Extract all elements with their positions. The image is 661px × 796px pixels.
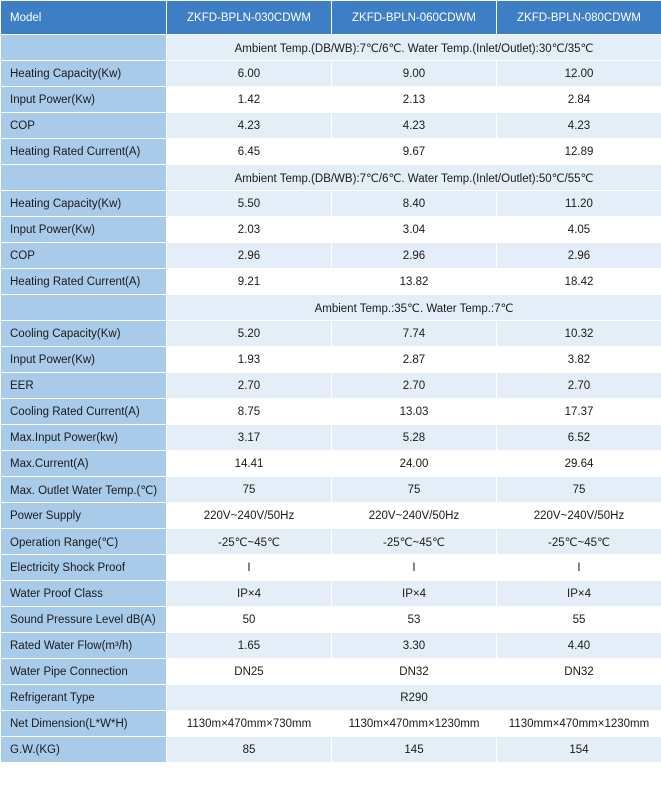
table-row [1, 451, 661, 477]
row-value: -25℃~45℃ [167, 529, 332, 555]
row-value: 1.42 [167, 87, 332, 113]
row-value: -25℃~45℃ [497, 529, 661, 555]
row-label: COP [1, 113, 167, 139]
row-value: 18.42 [497, 269, 661, 295]
row-value: 4.23 [332, 113, 497, 139]
condition-spacer [1, 35, 167, 61]
row-value: 5.28 [332, 425, 497, 451]
row-value: 3.82 [497, 347, 661, 373]
row-label: Max.Current(A) [1, 451, 167, 477]
table-row [1, 399, 661, 425]
test-condition: Ambient Temp.(DB/WB):7℃/6℃. Water Temp.(Inlet/Outlet):30℃/35℃ [167, 35, 661, 61]
row-value: 9.00 [332, 61, 497, 87]
row-value: 2.96 [497, 243, 661, 269]
row-value: 2.87 [332, 347, 497, 373]
table-row [1, 555, 661, 581]
table-row [1, 607, 661, 633]
model-header: Model [1, 1, 167, 35]
model-column-header: ZKFD-BPLN-080CDWM [497, 1, 661, 35]
row-value: 1130m×470mm×1230mm [332, 711, 497, 737]
table-row [1, 477, 661, 503]
row-value: DN25 [167, 659, 332, 685]
row-value: 75 [497, 477, 661, 503]
row-label: Heating Capacity(Kw) [1, 191, 167, 217]
row-value: 2.70 [332, 373, 497, 399]
row-label: Heating Rated Current(A) [1, 139, 167, 165]
row-value: 85 [167, 737, 332, 763]
row-value: 5.20 [167, 321, 332, 347]
row-label: Heating Rated Current(A) [1, 269, 167, 295]
row-label: COP [1, 243, 167, 269]
row-value: 1130m×470mm×730mm [167, 711, 332, 737]
row-value: -25℃~45℃ [332, 529, 497, 555]
condition-row [1, 165, 661, 191]
condition-row [1, 35, 661, 61]
row-value: 2.70 [497, 373, 661, 399]
row-value: 2.96 [167, 243, 332, 269]
table-row [1, 217, 661, 243]
row-value: 4.05 [497, 217, 661, 243]
row-value: 6.45 [167, 139, 332, 165]
row-value: I [497, 555, 661, 581]
row-value: 4.23 [167, 113, 332, 139]
table-row [1, 425, 661, 451]
row-value: 220V~240V/50Hz [167, 503, 332, 529]
refrigerant-value: R290 [167, 685, 661, 711]
model-column-header: ZKFD-BPLN-030CDWM [167, 1, 332, 35]
row-value: 7.74 [332, 321, 497, 347]
header-row [1, 1, 661, 35]
table-row [1, 139, 661, 165]
row-value: 2.84 [497, 87, 661, 113]
row-label: Refrigerant Type [1, 685, 167, 711]
row-value: IP×4 [497, 581, 661, 607]
row-label: Input Power(Kw) [1, 87, 167, 113]
row-label: Max. Outlet Water Temp.(℃) [1, 477, 167, 503]
table-row [1, 113, 661, 139]
row-label: Sound Pressure Level dB(A) [1, 607, 167, 633]
row-value: 2.13 [332, 87, 497, 113]
table-row [1, 581, 661, 607]
row-value: I [167, 555, 332, 581]
table-row [1, 711, 661, 737]
row-value: 53 [332, 607, 497, 633]
row-value: 13.82 [332, 269, 497, 295]
row-value: 1.65 [167, 633, 332, 659]
row-value: 75 [167, 477, 332, 503]
row-value: 154 [497, 737, 661, 763]
row-value: 12.89 [497, 139, 661, 165]
row-label: Operation Range(℃) [1, 529, 167, 555]
table-row [1, 243, 661, 269]
row-label: Cooling Capacity(Kw) [1, 321, 167, 347]
row-value: 4.23 [497, 113, 661, 139]
row-label: Heating Capacity(Kw) [1, 61, 167, 87]
row-value: 50 [167, 607, 332, 633]
row-label: Cooling Rated Current(A) [1, 399, 167, 425]
condition-spacer [1, 165, 167, 191]
row-value: 29.64 [497, 451, 661, 477]
row-value: 4.40 [497, 633, 661, 659]
row-value: 13.03 [332, 399, 497, 425]
row-value: 3.30 [332, 633, 497, 659]
row-value: DN32 [497, 659, 661, 685]
row-value: 24.00 [332, 451, 497, 477]
row-value: 2.96 [332, 243, 497, 269]
table-row [1, 191, 661, 217]
row-value: 17.37 [497, 399, 661, 425]
row-value: 2.70 [167, 373, 332, 399]
row-value: I [332, 555, 497, 581]
row-value: 11.20 [497, 191, 661, 217]
table-row [1, 347, 661, 373]
row-value: 1130mm×470mm×1230mm [497, 711, 661, 737]
table-row [1, 529, 661, 555]
row-value: IP×4 [332, 581, 497, 607]
row-label: Water Proof Class [1, 581, 167, 607]
table-row [1, 633, 661, 659]
row-value: 6.52 [497, 425, 661, 451]
table-row [1, 373, 661, 399]
row-label: Input Power(Kw) [1, 217, 167, 243]
row-label: Max.Input Power(kw) [1, 425, 167, 451]
row-label: EER [1, 373, 167, 399]
row-value: 1.93 [167, 347, 332, 373]
row-label: Power Supply [1, 503, 167, 529]
row-label: G.W.(KG) [1, 737, 167, 763]
table-body [1, 35, 661, 763]
row-label: Rated Water Flow(m³/h) [1, 633, 167, 659]
row-value: 145 [332, 737, 497, 763]
test-condition: Ambient Temp.:35℃. Water Temp.:7℃ [167, 295, 661, 321]
row-value: 12.00 [497, 61, 661, 87]
row-value: 75 [332, 477, 497, 503]
condition-spacer [1, 295, 167, 321]
table-row [1, 61, 661, 87]
row-value: 2.03 [167, 217, 332, 243]
row-value: 8.40 [332, 191, 497, 217]
model-column-header: ZKFD-BPLN-060CDWM [332, 1, 497, 35]
row-value: 5.50 [167, 191, 332, 217]
refrigerant-row [1, 685, 661, 711]
row-value: 6.00 [167, 61, 332, 87]
row-value: DN32 [332, 659, 497, 685]
condition-row [1, 295, 661, 321]
row-value: 55 [497, 607, 661, 633]
row-value: 220V~240V/50Hz [497, 503, 661, 529]
row-label: Input Power(Kw) [1, 347, 167, 373]
row-label: Net Dimension(L*W*H) [1, 711, 167, 737]
test-condition: Ambient Temp.(DB/WB):7℃/6℃. Water Temp.(Inlet/Outlet):50℃/55℃ [167, 165, 661, 191]
table-row [1, 503, 661, 529]
table-row [1, 737, 661, 763]
table-row [1, 269, 661, 295]
row-value: IP×4 [167, 581, 332, 607]
row-value: 10.32 [497, 321, 661, 347]
row-value: 9.67 [332, 139, 497, 165]
row-value: 8.75 [167, 399, 332, 425]
table-row [1, 321, 661, 347]
table-row [1, 659, 661, 685]
row-value: 3.17 [167, 425, 332, 451]
row-label: Water Pipe Connection [1, 659, 167, 685]
row-value: 3.04 [332, 217, 497, 243]
row-label: Electricity Shock Proof [1, 555, 167, 581]
table-row [1, 87, 661, 113]
row-value: 9.21 [167, 269, 332, 295]
row-value: 14.41 [167, 451, 332, 477]
row-value: 220V~240V/50Hz [332, 503, 497, 529]
